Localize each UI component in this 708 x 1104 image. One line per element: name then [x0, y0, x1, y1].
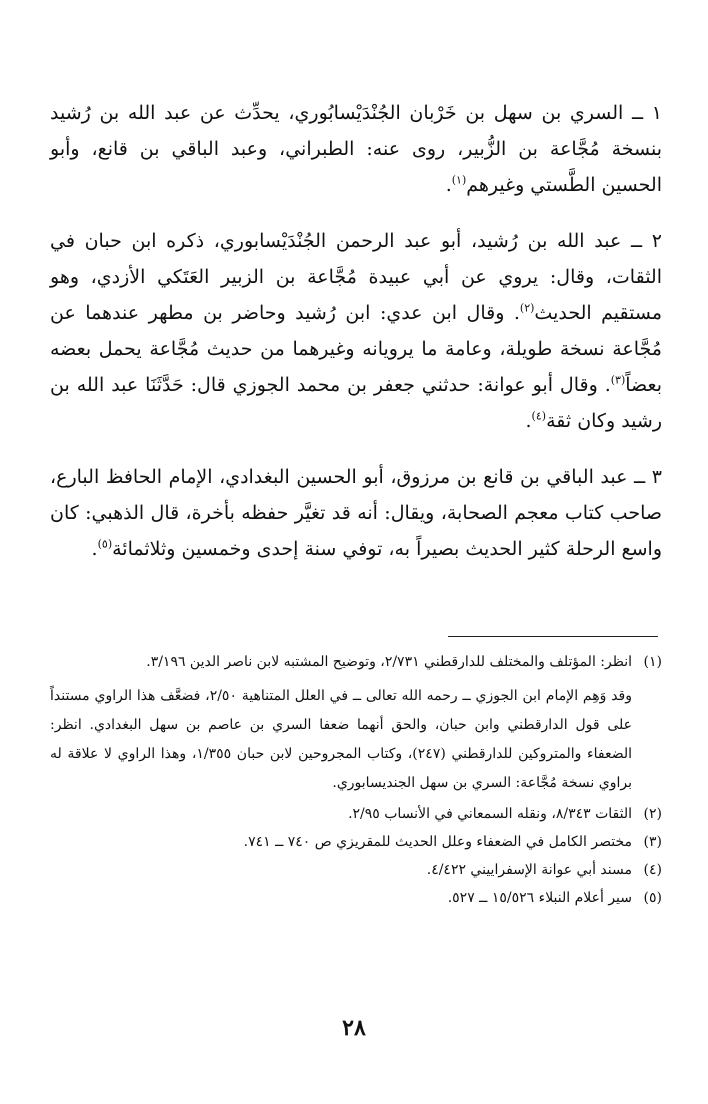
footnote-1: (١)انظر: المؤتلف والمختلف للدارقطني ٢/٧٣١، وتوضيح المشتبه لابن ناصر الدين ٣/١٩٦. [146, 654, 662, 670]
entry-1: ١ ــ السري بن سهل بن خَرْبان الجُنْدَيْسابُوري، يحدِّث عن عبد الله بن رُشيد بنسخة مُجَّاعة بن الزُّبير، روى عنه: الطبراني، وعبد الباقي بن قانع، وأبو الحسين الطَّستي وغيرهم$^{(١)}$. [50, 102, 662, 196]
main-text [50, 95, 662, 587]
page-number: ٢٨ [342, 1015, 366, 1041]
footnote-4: (٤)مسند أبي عوانة الإسفراييني ٤/٤٢٢. [426, 862, 662, 878]
footnote-separator [448, 636, 658, 637]
entry-2: ٢ ــ عبد الله بن رُشيد، أبو عبد الرحمن الجُنْدَيْسابوري، ذكره ابن حبان في الثقات، وقال: يروي عن أبي عبيدة مُجَّاعة بن الزبير العَتَكي الأزدي، وهو مستقيم الحديث$^{(٢)}$. وقال ابن عدي: ابن رُشيد وحاضر بن مطهر عندهما عن مُجَّاعة نسخة طويلة، وعامة ما يرويانه وغيرهما من حديث مُجَّاعة يحمل بعضه بعضاً$^{(٣)}$. وقال أبو عوانة: حدثني جعفر بن محمد الجوزي قال: حَدَّثَنَا عبد الله بن رشيد وكان ثقة$^{(٤)}$. [50, 230, 663, 432]
footnote-ref-3[interactable]: (٣) [610, 373, 626, 387]
footnote-3: (٣)مختصر الكامل في الضعفاء وعلل الحديث للمقريزي ص ٧٤٠ ــ ٧٤١. [243, 834, 662, 850]
footnote-2: (٢)الثقات ٨/٣٤٣، ونقله السمعاني في الأنساب ٢/٩٥. [348, 806, 662, 822]
footnote-1-extra: وقد وَهِم الإمام ابن الجوزي ــ رحمه الله تعالى ــ في العلل المتناهية ٢/٥٠، فضعَّف هذا الراوي مستنداً على قول الدارقطني وابن حبان، والحق أنهما ضعفا السري بن عاصم بن سهل البغدادي. انظر: الضعفاء والمتروكين للدارقطني (٢٤٧)، وكتاب المجروحين لابن حبان ١/٣٥٥، وهذا الراوي لا علاقة له براوي نسخة مُجَّاعة: السري بن سهل الجنديسابوري. [50, 688, 632, 791]
footnote-ref-2[interactable]: (٢) [519, 301, 535, 315]
footnote-5: (٥)سير أعلام النبلاء ١٥/٥٢٦ ــ ٥٢٧. [447, 890, 662, 906]
entry-3: ٣ ــ عبد الباقي بن قانع بن مرزوق، أبو الحسين البغدادي، الإمام الحافظ البارع، صاحب كتاب معجم الصحابة، ويقال: أنه قد تغيَّر حفظه بأخرة، قال الذهبي: كان واسع الرحلة كثير الحديث بصيراً به، توفي سنة إحدى وخمسين وثلاثمائة$^{(٥)}$. [50, 466, 662, 560]
footnote-ref-5[interactable]: (٥) [97, 537, 113, 551]
footnote-ref-1[interactable]: (١) [451, 173, 467, 187]
footnote-ref-4[interactable]: (٤) [531, 409, 547, 423]
footnotes [50, 648, 662, 912]
